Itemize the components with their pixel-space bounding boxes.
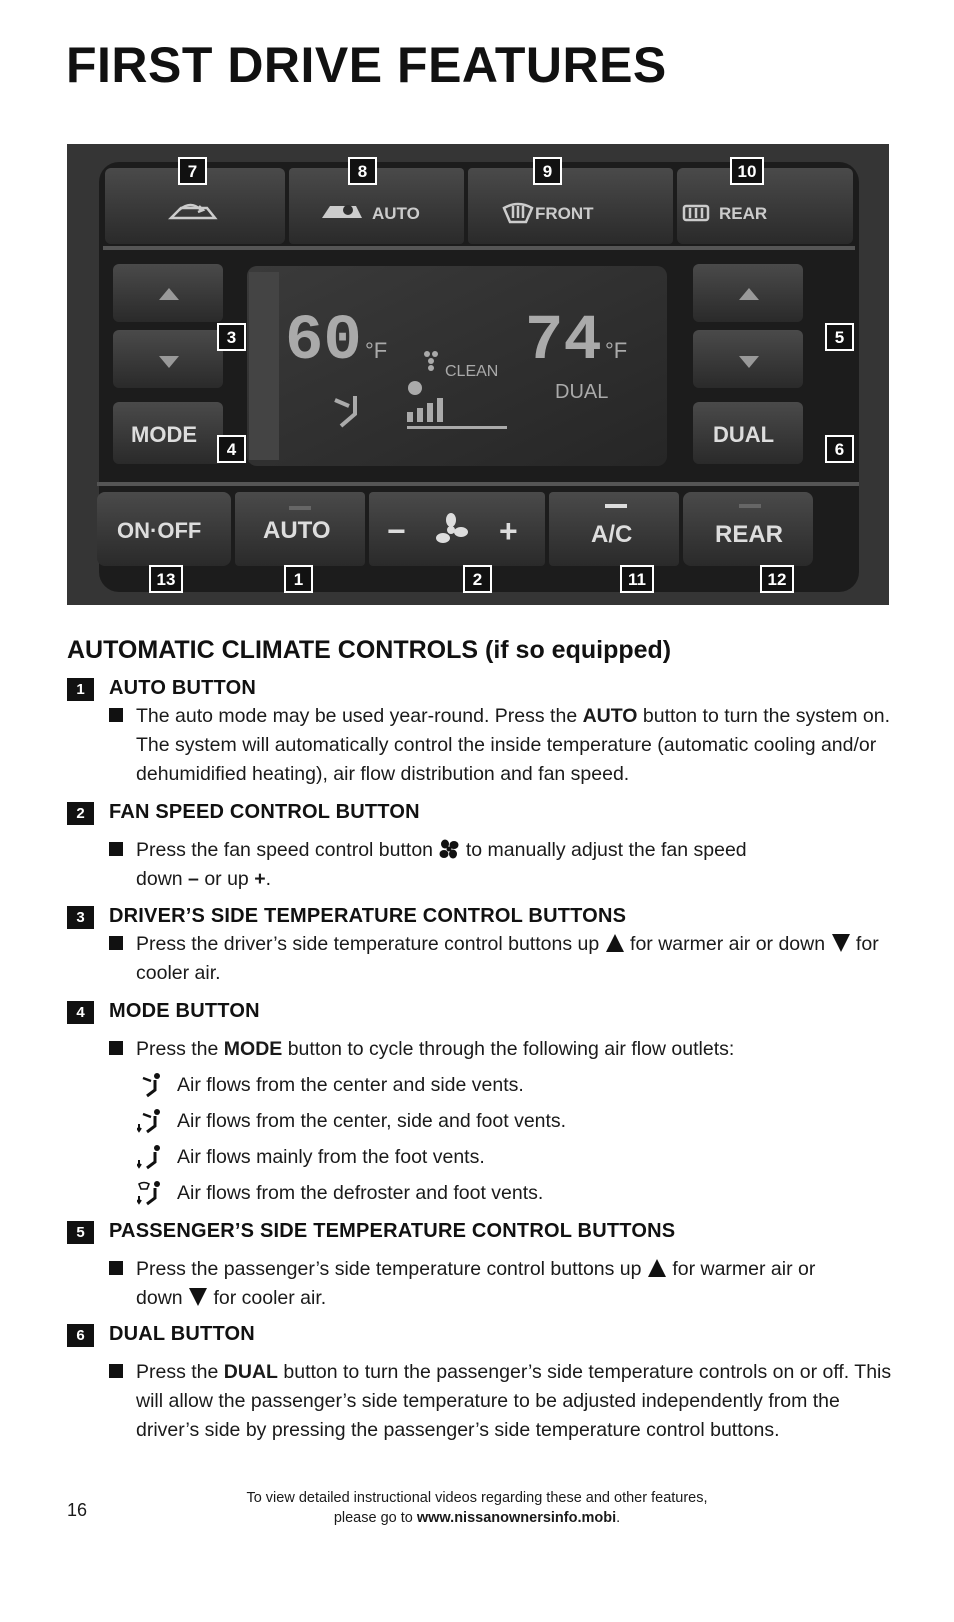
section-heading: AUTOMATIC CLIMATE CONTROLS (if so equipped): [67, 636, 672, 664]
passenger-temp-readout: 74: [525, 306, 602, 378]
svg-text:DUAL: DUAL: [555, 381, 609, 403]
bullet-square-icon: [109, 1261, 123, 1275]
vent-defrost-foot-icon: [137, 1180, 163, 1206]
page-number: 16: [67, 1500, 88, 1520]
item-title: PASSENGER’S SIDE TEMPERATURE CONTROL BUTTONS: [109, 1220, 676, 1242]
bullet: The auto mode may be used year-round. Press the AUTO button to turn the system on. The system will automatically control the inside temperature (automatic cooling and/or dehumidified heating), air flow distribution and fan speed.: [109, 702, 899, 789]
bullet-square-icon: [109, 1041, 123, 1055]
item-number: 6: [67, 1324, 94, 1347]
bullet-square-icon: [109, 842, 123, 856]
rear-defrost-label: REAR: [719, 204, 768, 223]
bullet-square-icon: [109, 936, 123, 950]
bullet-square-icon: [109, 1364, 123, 1378]
item-title: DRIVER’S SIDE TEMPERATURE CONTROL BUTTONS: [109, 905, 627, 927]
triangle-up-icon: [647, 1258, 667, 1278]
item-title: AUTO BUTTON: [109, 677, 257, 699]
vent-face-foot-icon: [137, 1108, 163, 1134]
bullet: Press the driver’s side temperature control buttons up for warmer air or down for cooler air.: [109, 930, 899, 988]
item-number: 4: [67, 1001, 94, 1024]
svg-text:ON·OFF: ON·OFF: [117, 518, 202, 543]
website-link[interactable]: www.nissanownersinfo.mobi: [416, 1510, 617, 1526]
item-title: FAN SPEED CONTROL BUTTON: [109, 801, 420, 823]
driver-temp-readout: 60: [285, 306, 362, 378]
callout-7: 7: [178, 157, 207, 185]
callout-13: 13: [149, 565, 183, 593]
callout-1: 1: [284, 565, 313, 593]
climate-control-panel-photo: [67, 144, 889, 605]
bullet: Press the DUAL button to turn the passenger’s side temperature controls on or off. This will allow the passenger’s side temperature to be adjusted independently from the driver’s side by pressing the passenger’s side temperature control buttons.: [109, 1358, 899, 1445]
svg-text:MODE: MODE: [131, 422, 197, 447]
fan-display-icon: [408, 381, 422, 395]
callout-12: 12: [760, 565, 794, 593]
bullet-square-icon: [109, 708, 123, 722]
callout-9: 9: [533, 157, 562, 185]
page-title: FIRST DRIVE FEATURES: [66, 37, 667, 93]
svg-text:°F: °F: [605, 338, 628, 363]
item-title: MODE BUTTON: [109, 1000, 260, 1022]
svg-text:CLEAN: CLEAN: [445, 363, 499, 380]
svg-text:REAR: REAR: [715, 521, 784, 548]
item-mode: 4 MODE BUTTON Press the MODE button to cycle through the following air flow outlets: Air flows from the center and side vents. Air flows from the center, side and foot vents. Air flows mainly from the foot vents. Air flows from the defroster and foot vents.: [67, 1001, 897, 1211]
callout-6: 6: [825, 435, 854, 463]
svg-text:°F: °F: [365, 338, 388, 363]
svg-text:−: −: [387, 513, 406, 549]
svg-text:A/C: A/C: [591, 521, 633, 548]
svg-text:DUAL: DUAL: [713, 422, 775, 447]
fan-icon: [438, 839, 460, 859]
triangle-up-icon: [605, 933, 625, 953]
item-title: DUAL BUTTON: [109, 1323, 255, 1345]
callout-5: 5: [825, 323, 854, 351]
callout-2: 2: [463, 565, 492, 593]
callout-11: 11: [620, 565, 654, 593]
item-number: 1: [67, 678, 94, 701]
front-defrost-label: FRONT: [535, 204, 594, 223]
bullet: Press the passenger’s side temperature control buttons up for warmer air or down for cooler air.: [109, 1255, 849, 1313]
item-number: 3: [67, 906, 94, 929]
vent-face-icon: [137, 1072, 163, 1098]
svg-text:+: +: [499, 513, 518, 549]
footer-note: To view detailed instructional videos regarding these and other features, please go to www.nissanownersinfo.mobi.: [246, 1490, 708, 1526]
triangle-down-icon: [188, 1287, 208, 1307]
auto-intake-label: AUTO: [372, 204, 420, 223]
bullet: Press the fan speed control button to manually adjust the fan speed down – or up +.: [109, 836, 769, 894]
item-number: 2: [67, 802, 94, 825]
vent-foot-icon: [137, 1144, 163, 1170]
callout-3: 3: [217, 323, 246, 351]
callout-8: 8: [348, 157, 377, 185]
triangle-down-icon: [831, 933, 851, 953]
svg-text:AUTO: AUTO: [263, 517, 331, 544]
bullet: Press the MODE button to cycle through the following air flow outlets:: [109, 1035, 899, 1064]
callout-10: 10: [730, 157, 764, 185]
callout-4: 4: [217, 435, 246, 463]
item-number: 5: [67, 1221, 94, 1244]
